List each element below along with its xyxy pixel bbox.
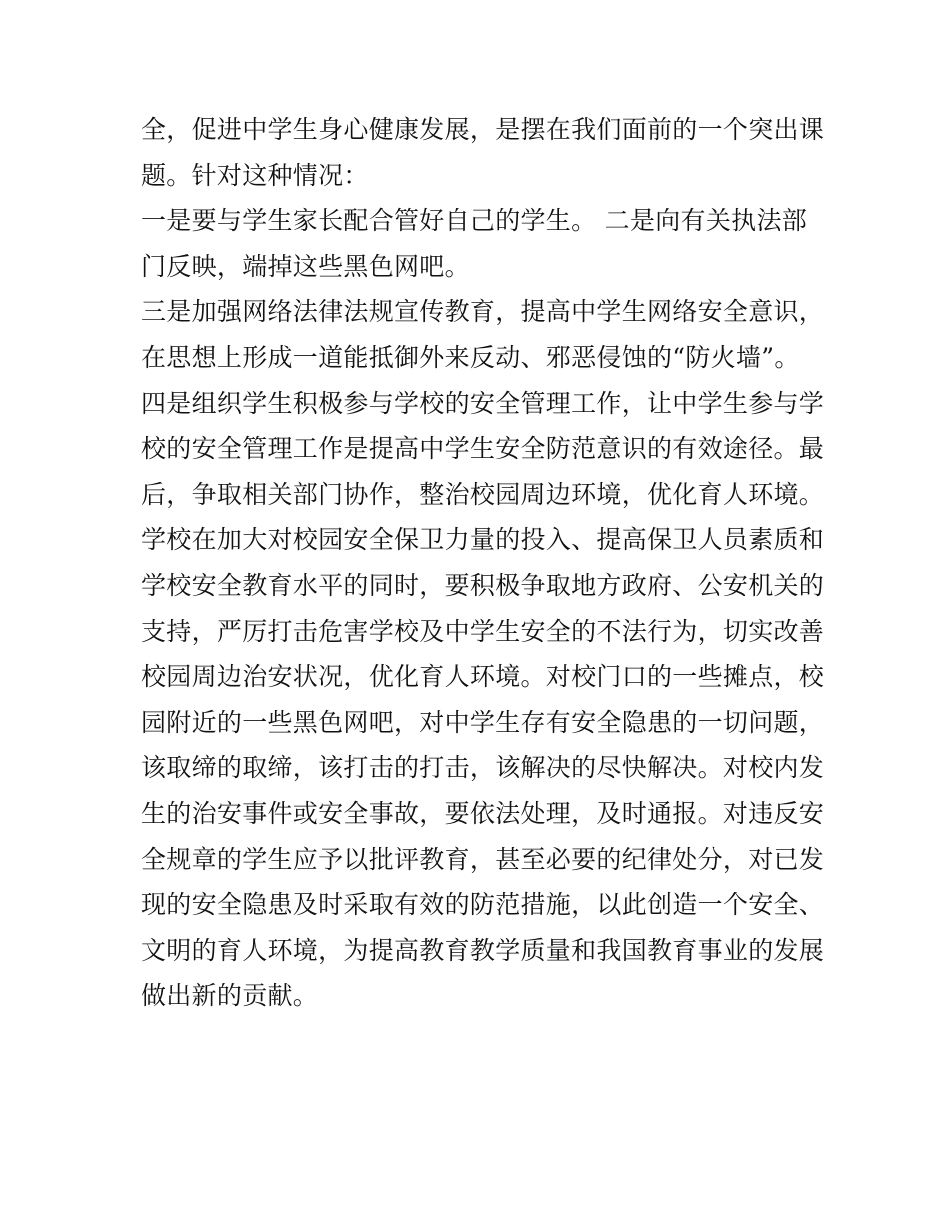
text-line: 学校安全教育水平的同时，要积极争取地方政府、公安机关的 (141, 570, 825, 600)
text-line: 全规章的学生应予以批评教育，甚至必要的纪律处分，对已发 (141, 844, 825, 874)
text-line: 后，争取相关部门协作，整治校园周边环境，优化育人环境。 (141, 479, 825, 509)
text-line: 做出新的贡献。 (141, 981, 319, 1011)
text-line: 学校在加大对校园安全保卫力量的投入、提高保卫人员素质和 (141, 525, 825, 555)
text-line: 支持，严厉打击危害学校及中学生安全的不法行为，切实改善 (141, 616, 825, 646)
text-line: 校的安全管理工作是提高中学生安全防范意识的有效途径。最 (141, 434, 825, 464)
text-line: 文明的育人环境，为提高教育教学质量和我国教育事业的发展 (141, 935, 825, 965)
body-text (141, 107, 825, 1019)
text-line: 校园周边治安状况，优化育人环境。对校门口的一些摊点，校 (141, 662, 825, 692)
text-line: 三是加强网络法律法规宣传教育，提高中学生网络安全意识， (141, 297, 825, 327)
text-line: 一是要与学生家长配合管好自己的学生。 二是向有关执法部 (141, 206, 808, 236)
text-line: 全，促进中学生身心健康发展，是摆在我们面前的一个突出课 (141, 115, 825, 144)
text-line: 门反映，端掉这些黑色网吧。 (141, 251, 470, 281)
text-line: 生的治安事件或安全事故，要依法处理，及时通报。对违反安 (141, 798, 825, 828)
text-line: 现的安全隐患及时采取有效的防范措施，以此创造一个安全、 (141, 890, 825, 920)
text-line: 该取缔的取缔，该打击的打击，该解决的尽快解决。对校内发 (141, 753, 825, 783)
text-line: 题。针对这种情况： (141, 160, 369, 190)
text-line: 四是组织学生积极参与学校的安全管理工作，让中学生参与学 (141, 388, 825, 418)
text-line: 园附近的一些黑色网吧，对中学生存有安全隐患的一切问题， (141, 707, 825, 737)
text-line: 在思想上形成一道能抵御外来反动、邪恶侵蚀的“防火墙”。 (141, 342, 800, 372)
